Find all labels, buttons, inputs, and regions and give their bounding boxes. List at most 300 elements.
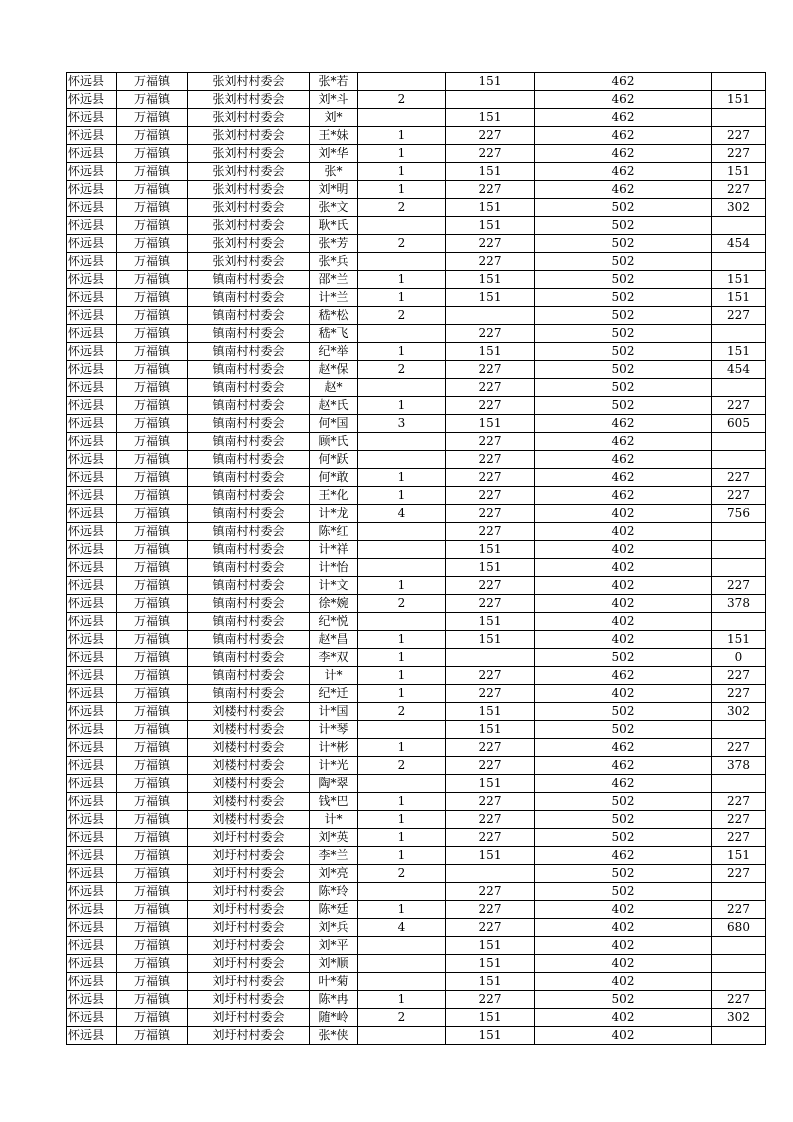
county-cell: 怀远县 <box>67 919 117 937</box>
village-cell: 张刘村村委会 <box>188 109 310 127</box>
name-cell: 纪*悦 <box>310 613 358 631</box>
subsidy-cell <box>712 379 766 397</box>
count-cell: 2 <box>358 361 446 379</box>
village-cell: 张刘村村委会 <box>188 235 310 253</box>
amount-b-cell: 462 <box>535 181 712 199</box>
count-cell <box>358 433 446 451</box>
amount-b-cell: 402 <box>535 631 712 649</box>
table-row <box>67 1027 766 1045</box>
name-cell: 刘*华 <box>310 145 358 163</box>
county-cell: 怀远县 <box>67 181 117 199</box>
name-cell: 张*兵 <box>310 253 358 271</box>
amount-a-cell: 227 <box>446 361 535 379</box>
amount-b-cell: 402 <box>535 505 712 523</box>
subsidy-cell: 227 <box>712 811 766 829</box>
town-cell: 万福镇 <box>117 253 188 271</box>
name-cell: 陈*廷 <box>310 901 358 919</box>
village-cell: 镇南村村委会 <box>188 307 310 325</box>
name-cell: 王*妹 <box>310 127 358 145</box>
county-cell: 怀远县 <box>67 379 117 397</box>
amount-a-cell: 151 <box>446 199 535 217</box>
county-cell: 怀远县 <box>67 649 117 667</box>
count-cell: 1 <box>358 343 446 361</box>
subsidy-cell <box>712 433 766 451</box>
amount-b-cell: 462 <box>535 487 712 505</box>
town-cell: 万福镇 <box>117 379 188 397</box>
table-row <box>67 109 766 127</box>
amount-b-cell: 462 <box>535 667 712 685</box>
subsidy-cell: 302 <box>712 703 766 721</box>
name-cell: 刘* <box>310 109 358 127</box>
county-cell: 怀远县 <box>67 685 117 703</box>
amount-b-cell: 502 <box>535 235 712 253</box>
table-row <box>67 793 766 811</box>
county-cell: 怀远县 <box>67 217 117 235</box>
table-row <box>67 235 766 253</box>
county-cell: 怀远县 <box>67 415 117 433</box>
table-row <box>67 667 766 685</box>
county-cell: 怀远县 <box>67 469 117 487</box>
village-cell: 镇南村村委会 <box>188 595 310 613</box>
amount-b-cell: 462 <box>535 451 712 469</box>
subsidy-cell <box>712 775 766 793</box>
county-cell: 怀远县 <box>67 1009 117 1027</box>
name-cell: 李*双 <box>310 649 358 667</box>
name-cell: 计*国 <box>310 703 358 721</box>
amount-a-cell: 151 <box>446 721 535 739</box>
village-cell: 张刘村村委会 <box>188 91 310 109</box>
county-cell: 怀远县 <box>67 361 117 379</box>
village-cell: 张刘村村委会 <box>188 181 310 199</box>
name-cell: 邵*兰 <box>310 271 358 289</box>
amount-a-cell: 227 <box>446 181 535 199</box>
amount-b-cell: 502 <box>535 253 712 271</box>
town-cell: 万福镇 <box>117 343 188 361</box>
subsidy-cell: 151 <box>712 343 766 361</box>
town-cell: 万福镇 <box>117 127 188 145</box>
town-cell: 万福镇 <box>117 703 188 721</box>
amount-a-cell: 151 <box>446 1009 535 1027</box>
county-cell: 怀远县 <box>67 865 117 883</box>
count-cell: 1 <box>358 847 446 865</box>
amount-b-cell: 502 <box>535 721 712 739</box>
amount-b-cell: 402 <box>535 1027 712 1045</box>
name-cell: 刘*英 <box>310 829 358 847</box>
village-cell: 镇南村村委会 <box>188 523 310 541</box>
table-row <box>67 379 766 397</box>
name-cell: 计*彬 <box>310 739 358 757</box>
village-cell: 张刘村村委会 <box>188 163 310 181</box>
village-cell: 张刘村村委会 <box>188 253 310 271</box>
amount-b-cell: 502 <box>535 379 712 397</box>
subsidy-cell <box>712 253 766 271</box>
count-cell: 1 <box>358 901 446 919</box>
table-row <box>67 415 766 433</box>
name-cell: 张* <box>310 163 358 181</box>
table-row <box>67 343 766 361</box>
town-cell: 万福镇 <box>117 775 188 793</box>
amount-a-cell: 227 <box>446 451 535 469</box>
amount-b-cell: 402 <box>535 1009 712 1027</box>
village-cell: 刘楼村村委会 <box>188 739 310 757</box>
count-cell <box>358 325 446 343</box>
count-cell <box>358 541 446 559</box>
subsidy-cell <box>712 73 766 91</box>
village-cell: 张刘村村委会 <box>188 145 310 163</box>
town-cell: 万福镇 <box>117 613 188 631</box>
table-row <box>67 757 766 775</box>
count-cell <box>358 775 446 793</box>
county-cell: 怀远县 <box>67 199 117 217</box>
village-cell: 镇南村村委会 <box>188 667 310 685</box>
table-row <box>67 811 766 829</box>
amount-b-cell: 502 <box>535 811 712 829</box>
amount-a-cell: 151 <box>446 631 535 649</box>
county-cell: 怀远县 <box>67 163 117 181</box>
amount-b-cell: 462 <box>535 145 712 163</box>
amount-b-cell: 502 <box>535 361 712 379</box>
count-cell <box>358 883 446 901</box>
table-row <box>67 613 766 631</box>
town-cell: 万福镇 <box>117 163 188 181</box>
name-cell: 张*侠 <box>310 1027 358 1045</box>
amount-b-cell: 402 <box>535 523 712 541</box>
name-cell: 钱*巴 <box>310 793 358 811</box>
subsidy-cell <box>712 325 766 343</box>
village-cell: 刘楼村村委会 <box>188 793 310 811</box>
amount-b-cell: 502 <box>535 217 712 235</box>
count-cell: 1 <box>358 793 446 811</box>
county-cell: 怀远县 <box>67 937 117 955</box>
name-cell: 王*化 <box>310 487 358 505</box>
county-cell: 怀远县 <box>67 271 117 289</box>
village-cell: 镇南村村委会 <box>188 505 310 523</box>
amount-a-cell: 151 <box>446 289 535 307</box>
amount-a-cell: 227 <box>446 577 535 595</box>
town-cell: 万福镇 <box>117 631 188 649</box>
county-cell: 怀远县 <box>67 883 117 901</box>
count-cell <box>358 73 446 91</box>
name-cell: 陈*冉 <box>310 991 358 1009</box>
subsidy-cell <box>712 541 766 559</box>
name-cell: 赵* <box>310 379 358 397</box>
county-cell: 怀远县 <box>67 73 117 91</box>
county-cell: 怀远县 <box>67 397 117 415</box>
count-cell <box>358 253 446 271</box>
name-cell: 随*岭 <box>310 1009 358 1027</box>
subsidy-cell <box>712 955 766 973</box>
count-cell: 4 <box>358 919 446 937</box>
table-row <box>67 829 766 847</box>
subsidy-cell <box>712 559 766 577</box>
county-cell: 怀远县 <box>67 955 117 973</box>
village-cell: 镇南村村委会 <box>188 361 310 379</box>
amount-b-cell: 462 <box>535 415 712 433</box>
town-cell: 万福镇 <box>117 397 188 415</box>
subsidy-cell: 227 <box>712 397 766 415</box>
town-cell: 万福镇 <box>117 865 188 883</box>
town-cell: 万福镇 <box>117 145 188 163</box>
subsidy-cell: 378 <box>712 757 766 775</box>
amount-b-cell: 462 <box>535 73 712 91</box>
amount-a-cell: 227 <box>446 253 535 271</box>
count-cell: 3 <box>358 415 446 433</box>
table-row <box>67 1009 766 1027</box>
subsidy-cell <box>712 109 766 127</box>
amount-a-cell: 227 <box>446 325 535 343</box>
village-cell: 镇南村村委会 <box>188 649 310 667</box>
name-cell: 刘*亮 <box>310 865 358 883</box>
amount-a-cell: 227 <box>446 919 535 937</box>
county-cell: 怀远县 <box>67 811 117 829</box>
town-cell: 万福镇 <box>117 415 188 433</box>
count-cell: 1 <box>358 145 446 163</box>
table-row <box>67 307 766 325</box>
table-row <box>67 577 766 595</box>
amount-b-cell: 502 <box>535 865 712 883</box>
name-cell: 计*光 <box>310 757 358 775</box>
count-cell: 2 <box>358 307 446 325</box>
amount-b-cell: 502 <box>535 289 712 307</box>
table-row <box>67 559 766 577</box>
count-cell <box>358 217 446 235</box>
town-cell: 万福镇 <box>117 559 188 577</box>
town-cell: 万福镇 <box>117 883 188 901</box>
count-cell: 1 <box>358 181 446 199</box>
count-cell <box>358 523 446 541</box>
subsidy-cell: 151 <box>712 847 766 865</box>
town-cell: 万福镇 <box>117 955 188 973</box>
county-cell: 怀远县 <box>67 577 117 595</box>
subsidy-cell: 227 <box>712 127 766 145</box>
county-cell: 怀远县 <box>67 559 117 577</box>
table-row <box>67 217 766 235</box>
amount-b-cell: 402 <box>535 901 712 919</box>
county-cell: 怀远县 <box>67 433 117 451</box>
subsidy-cell: 227 <box>712 829 766 847</box>
town-cell: 万福镇 <box>117 73 188 91</box>
subsidy-cell: 227 <box>712 991 766 1009</box>
count-cell: 4 <box>358 505 446 523</box>
name-cell: 张*芳 <box>310 235 358 253</box>
county-cell: 怀远县 <box>67 343 117 361</box>
amount-a-cell: 227 <box>446 433 535 451</box>
town-cell: 万福镇 <box>117 523 188 541</box>
county-cell: 怀远县 <box>67 289 117 307</box>
town-cell: 万福镇 <box>117 649 188 667</box>
amount-b-cell: 502 <box>535 829 712 847</box>
amount-b-cell: 462 <box>535 847 712 865</box>
table-row <box>67 739 766 757</box>
subsidy-cell: 227 <box>712 469 766 487</box>
table-row <box>67 973 766 991</box>
amount-a-cell: 227 <box>446 991 535 1009</box>
village-cell: 刘楼村村委会 <box>188 721 310 739</box>
table-row <box>67 991 766 1009</box>
subsidy-cell: 227 <box>712 577 766 595</box>
name-cell: 刘*平 <box>310 937 358 955</box>
village-cell: 镇南村村委会 <box>188 271 310 289</box>
count-cell: 2 <box>358 91 446 109</box>
village-cell: 镇南村村委会 <box>188 685 310 703</box>
village-cell: 镇南村村委会 <box>188 577 310 595</box>
village-cell: 刘圩村村委会 <box>188 1009 310 1027</box>
amount-b-cell: 502 <box>535 307 712 325</box>
name-cell: 计* <box>310 667 358 685</box>
subsidy-cell: 151 <box>712 91 766 109</box>
village-cell: 刘楼村村委会 <box>188 757 310 775</box>
county-cell: 怀远县 <box>67 667 117 685</box>
name-cell: 计*怡 <box>310 559 358 577</box>
amount-a-cell: 227 <box>446 145 535 163</box>
county-cell: 怀远县 <box>67 973 117 991</box>
amount-a-cell: 151 <box>446 109 535 127</box>
count-cell: 1 <box>358 577 446 595</box>
town-cell: 万福镇 <box>117 271 188 289</box>
subsidy-cell: 680 <box>712 919 766 937</box>
count-cell: 1 <box>358 469 446 487</box>
amount-b-cell: 402 <box>535 973 712 991</box>
village-cell: 镇南村村委会 <box>188 325 310 343</box>
county-cell: 怀远县 <box>67 775 117 793</box>
table-row <box>67 289 766 307</box>
count-cell <box>358 379 446 397</box>
count-cell: 2 <box>358 235 446 253</box>
count-cell: 1 <box>358 739 446 757</box>
town-cell: 万福镇 <box>117 505 188 523</box>
town-cell: 万福镇 <box>117 325 188 343</box>
subsidy-cell <box>712 217 766 235</box>
amount-a-cell: 227 <box>446 235 535 253</box>
village-cell: 镇南村村委会 <box>188 289 310 307</box>
town-cell: 万福镇 <box>117 487 188 505</box>
count-cell <box>358 721 446 739</box>
amount-b-cell: 502 <box>535 649 712 667</box>
amount-a-cell: 151 <box>446 613 535 631</box>
village-cell: 刘圩村村委会 <box>188 829 310 847</box>
village-cell: 镇南村村委会 <box>188 379 310 397</box>
amount-b-cell: 402 <box>535 685 712 703</box>
county-cell: 怀远县 <box>67 613 117 631</box>
town-cell: 万福镇 <box>117 667 188 685</box>
amount-b-cell: 462 <box>535 163 712 181</box>
amount-a-cell: 151 <box>446 163 535 181</box>
table-row <box>67 127 766 145</box>
name-cell: 何*国 <box>310 415 358 433</box>
subsidy-cell: 227 <box>712 739 766 757</box>
amount-b-cell: 502 <box>535 397 712 415</box>
amount-b-cell: 462 <box>535 433 712 451</box>
village-cell: 镇南村村委会 <box>188 397 310 415</box>
amount-a-cell: 151 <box>446 73 535 91</box>
table-row <box>67 955 766 973</box>
subsidy-cell <box>712 937 766 955</box>
subsidy-cell: 151 <box>712 163 766 181</box>
table-row <box>67 721 766 739</box>
village-cell: 刘圩村村委会 <box>188 955 310 973</box>
village-cell: 镇南村村委会 <box>188 613 310 631</box>
subsidy-cell: 227 <box>712 865 766 883</box>
subsidy-cell: 151 <box>712 631 766 649</box>
count-cell: 1 <box>358 991 446 1009</box>
amount-a-cell: 227 <box>446 901 535 919</box>
subsidy-cell <box>712 451 766 469</box>
name-cell: 张*若 <box>310 73 358 91</box>
amount-a-cell <box>446 649 535 667</box>
village-cell: 镇南村村委会 <box>188 433 310 451</box>
amount-b-cell: 502 <box>535 793 712 811</box>
amount-a-cell <box>446 865 535 883</box>
subsidy-cell: 756 <box>712 505 766 523</box>
count-cell: 1 <box>358 667 446 685</box>
amount-a-cell: 227 <box>446 127 535 145</box>
amount-b-cell: 402 <box>535 577 712 595</box>
table-row <box>67 73 766 91</box>
name-cell: 赵*氏 <box>310 397 358 415</box>
table-row <box>67 181 766 199</box>
subsidy-cell: 0 <box>712 649 766 667</box>
name-cell: 顾*氏 <box>310 433 358 451</box>
county-cell: 怀远县 <box>67 991 117 1009</box>
name-cell: 赵*保 <box>310 361 358 379</box>
county-cell: 怀远县 <box>67 631 117 649</box>
amount-a-cell: 227 <box>446 667 535 685</box>
town-cell: 万福镇 <box>117 307 188 325</box>
name-cell: 刘*明 <box>310 181 358 199</box>
county-cell: 怀远县 <box>67 847 117 865</box>
table-row <box>67 361 766 379</box>
village-cell: 镇南村村委会 <box>188 343 310 361</box>
table-row <box>67 775 766 793</box>
amount-a-cell: 151 <box>446 343 535 361</box>
count-cell: 1 <box>358 163 446 181</box>
amount-b-cell: 402 <box>535 937 712 955</box>
village-cell: 张刘村村委会 <box>188 217 310 235</box>
amount-b-cell: 462 <box>535 109 712 127</box>
subsidy-cell: 151 <box>712 271 766 289</box>
town-cell: 万福镇 <box>117 757 188 775</box>
count-cell <box>358 559 446 577</box>
town-cell: 万福镇 <box>117 991 188 1009</box>
table-row <box>67 91 766 109</box>
count-cell <box>358 955 446 973</box>
name-cell: 纪*迁 <box>310 685 358 703</box>
name-cell: 陈*玲 <box>310 883 358 901</box>
town-cell: 万福镇 <box>117 433 188 451</box>
amount-a-cell: 227 <box>446 811 535 829</box>
amount-a-cell: 227 <box>446 487 535 505</box>
county-cell: 怀远县 <box>67 523 117 541</box>
count-cell: 1 <box>358 289 446 307</box>
village-cell: 镇南村村委会 <box>188 487 310 505</box>
village-cell: 张刘村村委会 <box>188 73 310 91</box>
subsidy-cell <box>712 883 766 901</box>
name-cell: 刘*兵 <box>310 919 358 937</box>
county-cell: 怀远县 <box>67 721 117 739</box>
county-cell: 怀远县 <box>67 253 117 271</box>
table-row <box>67 631 766 649</box>
amount-b-cell: 402 <box>535 541 712 559</box>
count-cell: 2 <box>358 199 446 217</box>
amount-b-cell: 502 <box>535 271 712 289</box>
county-cell: 怀远县 <box>67 325 117 343</box>
town-cell: 万福镇 <box>117 289 188 307</box>
subsidy-cell: 454 <box>712 235 766 253</box>
table-row <box>67 523 766 541</box>
amount-a-cell: 151 <box>446 541 535 559</box>
amount-b-cell: 502 <box>535 199 712 217</box>
town-cell: 万福镇 <box>117 829 188 847</box>
